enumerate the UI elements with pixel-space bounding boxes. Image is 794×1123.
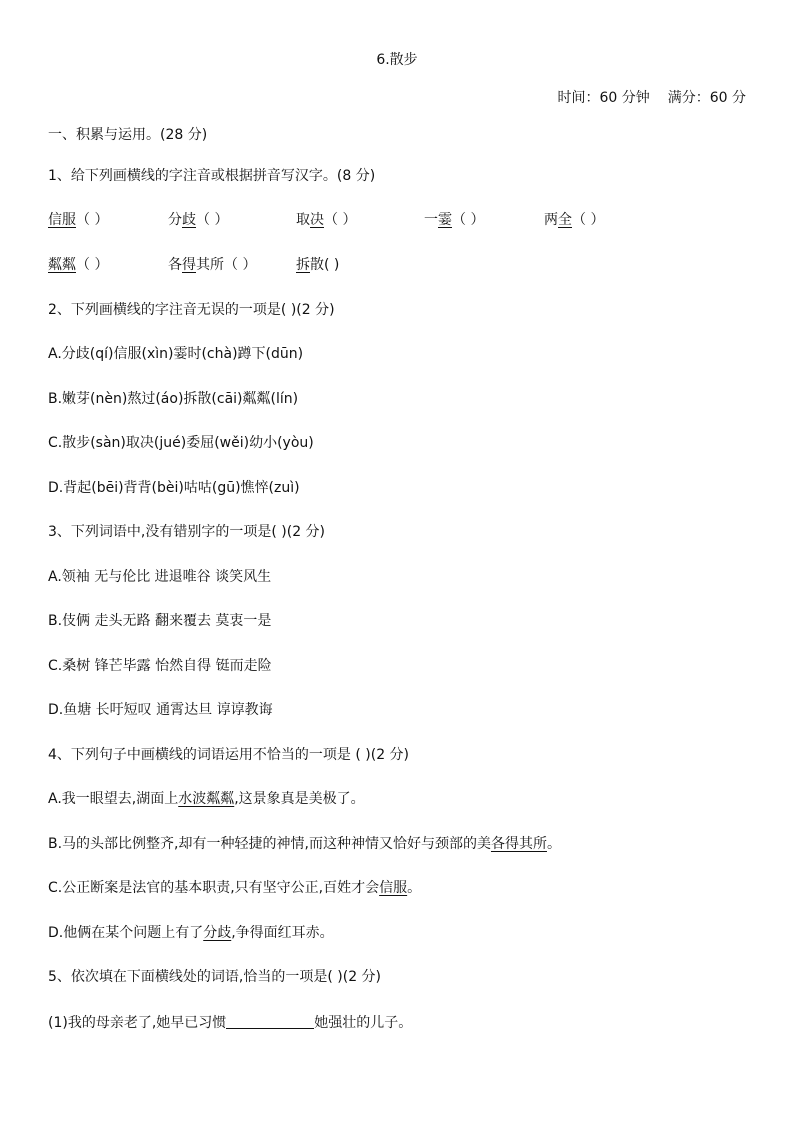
question-5-stem: 5、依次填在下面横线处的词语,恰当的一项是( )(2 分) — [48, 969, 382, 985]
exam-meta — [557, 88, 746, 108]
fill-blank[interactable] — [226, 1012, 314, 1029]
question-5-sentence-1: (1)我的母亲老了,她早已习惯 她强壮的儿子。 — [48, 1012, 412, 1033]
question-3-option-c: C.桑树 锋芒毕露 怡然自得 铤而走险 — [48, 658, 272, 674]
question-2-stem: 2、下列画横线的字注音无误的一项是( )(2 分) — [48, 302, 335, 318]
question-3-option-b: B.伎俩 走头无路 翻来覆去 莫衷一是 — [48, 613, 272, 629]
question-4-option-b: B.马的头部比例整齐,却有一种轻捷的神情,而这种神情又恰好与颈部的美各得其所。 — [48, 836, 561, 852]
page-title: 6.散步 — [376, 52, 418, 68]
question-3-stem: 3、下列词语中,没有错别字的一项是( )(2 分) — [48, 524, 326, 540]
section-heading: 一、积累与运用。(28 分) — [48, 127, 208, 143]
pinyin-item: 取决（ ） — [296, 212, 357, 228]
question-2-option-a: A.分歧(qí)信服(xìn)霎时(chà)蹲下(dūn) — [48, 346, 304, 362]
full-score: 满分：60 分 — [667, 90, 746, 106]
question-4-option-d: D.他俩在某个问题上有了分歧,争得面红耳赤。 — [48, 925, 334, 941]
question-1-stem: 1、给下列画横线的字注音或根据拼音写汉字。(8 分) — [48, 168, 376, 184]
question-2-option-d: D.背起(bēi)背背(bèi)咕咕(gū)憔悴(zuì) — [48, 480, 300, 496]
pinyin-item: 两全（ ） — [544, 212, 605, 228]
question-2-option-c: C.散步(sàn)取决(jué)委屈(wěi)幼小(yòu) — [48, 435, 314, 451]
pinyin-item: 信服（ ） — [48, 212, 109, 228]
pinyin-item: 分歧（ ） — [168, 212, 229, 228]
question-3-option-d: D.鱼塘 长吁短叹 通霄达旦 谆谆教诲 — [48, 702, 273, 718]
question-4-stem: 4、下列句子中画横线的词语运用不恰当的一项是 ( )(2 分) — [48, 747, 410, 763]
question-4-option-c: C.公正断案是法官的基本职责,只有坚守公正,百姓才会信服。 — [48, 880, 422, 896]
time-limit: 时间：60 分钟 — [557, 90, 650, 106]
question-3-option-a: A.领袖 无与伦比 进退唯谷 谈笑风生 — [48, 569, 272, 585]
question-4-option-a: A.我一眼望去,湖面上水波粼粼,这景象真是美极了。 — [48, 791, 365, 807]
pinyin-item: 粼粼（ ） — [48, 257, 109, 273]
pinyin-item: 各得其所（ ） — [168, 257, 257, 273]
pinyin-item: 拆散( ) — [296, 257, 340, 273]
pinyin-item: 一霎（ ） — [424, 212, 485, 228]
question-2-option-b: B.嫩芽(nèn)熬过(áo)拆散(cāi)粼粼(lín) — [48, 391, 299, 407]
